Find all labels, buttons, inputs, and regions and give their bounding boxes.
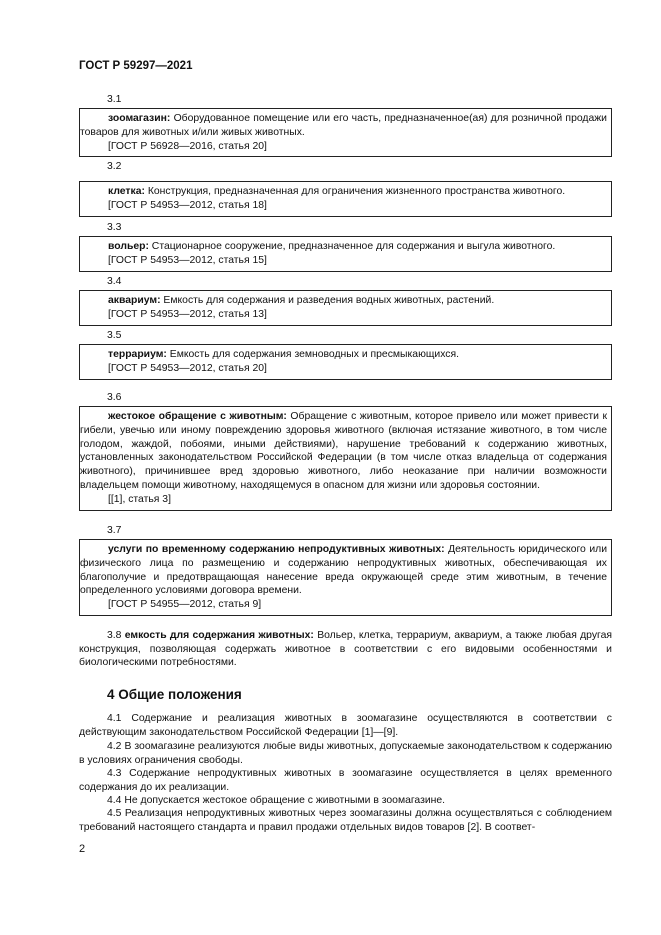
term-definition — [80, 348, 607, 362]
term-number: 3.3 — [107, 222, 122, 233]
term-text: Емкость для содержания земноводных и пресмыкающихся. — [166, 349, 459, 360]
term-definition — [80, 185, 607, 199]
term-number: 3.4 — [107, 276, 122, 287]
term-entry-3-8 — [79, 629, 612, 670]
term-number: 3.7 — [107, 525, 122, 536]
term-entry-3-3 — [79, 221, 612, 272]
term-name: аквариум: — [108, 295, 161, 306]
document-code: ГОСТ Р 59297—2021 — [79, 60, 193, 72]
term-definition — [80, 543, 607, 598]
term-source: [ГОСТ Р 54953—2012, статья 18] — [108, 199, 267, 211]
term-box — [79, 344, 612, 380]
paragraph-4-1: 4.1 Содержание и реализация животных в зоомагазине осуществляются в соответствии с действующим законодательством Российской Федерации [1]—[9]. — [79, 713, 612, 738]
term-name: клетка: — [108, 186, 145, 197]
term-number: 3.5 — [107, 330, 122, 341]
term-definition — [80, 294, 607, 308]
term-box — [79, 236, 612, 272]
term-text: Обращение с животным, которое привело или может привести к гибели, увечью или иному повреждению здоровья животного (включая истязание животного, в том числе голодом, жаждой, побоями, иными действиями), нарушение требований к содержанию животных, установленных законодательством Российской Федерации (в том числе отказ владельца от содержания животного), причинившее вред здоровью животного, либо неоказание при наличии возможности владельцем помощи животному, находящемуся в опасном для жизни или здоровья состоянии. — [80, 411, 608, 491]
term-definition — [80, 410, 607, 493]
term-name: вольер: — [108, 241, 149, 252]
term-source: [ГОСТ Р 54953—2012, статья 20] — [108, 362, 267, 374]
term-name: зоомагазин: — [108, 113, 171, 124]
term-box — [79, 406, 612, 511]
term-box — [79, 290, 612, 326]
term-entry-3-6 — [79, 391, 612, 511]
section-heading: 4 Общие положения — [107, 687, 242, 702]
term-name: емкость для содержания животных: — [124, 630, 314, 641]
term-text: Емкость для содержания и разведения водных животных, растений. — [160, 295, 495, 306]
term-box — [79, 181, 612, 217]
term-text: Вольер, клетка, террариум, аквариум, а также любая другая конструкция, позволяющая содержать животное в соответствии с его видовыми особенностями и биологическими потребностями. — [79, 630, 613, 669]
term-box — [79, 108, 612, 157]
page-number: 2 — [79, 843, 86, 855]
term-definition — [80, 112, 607, 140]
term-text: Деятельность юридического или физического лица по размещению и содержанию непродуктивных животных, обеспечивающая их благополучие и предотвращающая нанесение вреда окружающей среде этим животным, в течение определенного условиями договора времени. — [80, 544, 607, 597]
term-number: 3.1 — [107, 94, 122, 105]
term-entry-3-5 — [79, 329, 612, 380]
term-entry-3-4 — [79, 275, 612, 326]
term-name: услуги по временному содержанию непродуктивных животных: — [108, 544, 445, 555]
term-name: жестокое обращение с животным: — [108, 411, 287, 422]
term-entry-3-1 — [79, 93, 612, 157]
term-entry-3-2 — [79, 160, 612, 217]
term-source: [ГОСТ Р 54955—2012, статья 9] — [108, 599, 262, 611]
term-definition — [80, 240, 607, 254]
term-text: Конструкция, предназначенная для ограничения жизненного пространства животного. — [144, 186, 566, 197]
term-source: [ГОСТ Р 54953—2012, статья 15] — [108, 254, 267, 266]
term-source: [ГОСТ Р 56928—2016, статья 20] — [108, 140, 267, 152]
term-text: Стационарное сооружение, предназначенное для содержания и выгула животного. — [148, 241, 556, 252]
term-number: 3.2 — [107, 161, 122, 172]
paragraph-4-5: 4.5 Реализация непродуктивных животных через зоомагазины должна осуществляться с соблюдением требований настоящего стандарта и правил продажи отдельных видов товаров [2]. В соответ- — [79, 808, 612, 833]
term-source: [[1], статья 3] — [108, 493, 171, 505]
term-source: [ГОСТ Р 54953—2012, статья 13] — [108, 308, 267, 320]
term-number: 3.8 — [107, 630, 122, 641]
paragraph-4-2: 4.2 В зоомагазине реализуются любые виды животных, допускаемые законодательством к содержанию в условиях ограничения свободы. — [79, 741, 612, 766]
term-name: террариум: — [108, 349, 167, 360]
term-number: 3.6 — [107, 392, 122, 403]
term-box — [79, 539, 612, 616]
paragraph-4-3: 4.3 Содержание непродуктивных животных в зоомагазине осуществляется в целях временного содержания до их реализации. — [79, 768, 612, 793]
term-text: Оборудованное помещение или его часть, предназначенное(ая) для розничной продажи товаров для животных и/или живых животных. — [80, 113, 607, 138]
term-entry-3-7 — [79, 524, 612, 616]
paragraph-4-4: 4.4 Не допускается жестокое обращение с животными в зоомагазине. — [107, 795, 446, 806]
